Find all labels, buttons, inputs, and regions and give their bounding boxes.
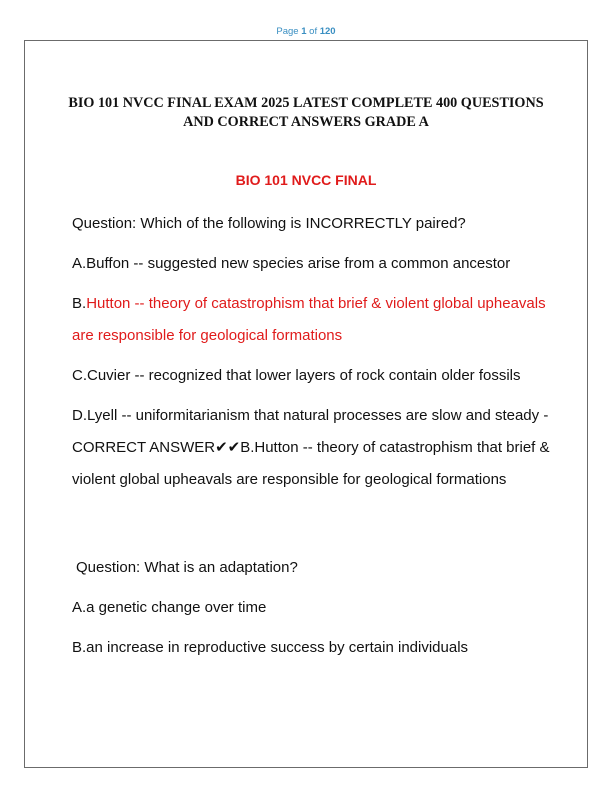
page-number-header xyxy=(0,26,612,37)
current-page: 1 xyxy=(301,26,307,37)
question-spacer xyxy=(72,504,552,552)
page-label: Page xyxy=(276,26,299,37)
option-b-prefix: B. xyxy=(72,295,87,312)
page-of: of xyxy=(309,26,318,37)
document-body xyxy=(72,208,552,672)
question-1-text: Question: Which of the following is INCORRECTLY paired? xyxy=(72,215,466,232)
option-b-highlighted-text: Hutton -- theory of catastrophism that brief & violent global upheavals are responsible for geological formations xyxy=(72,295,546,344)
question-2-option-a: A.a genetic change over time xyxy=(72,599,267,616)
section-heading: BIO 101 NVCC FINAL xyxy=(235,172,377,188)
question-2-text: Question: What is an adaptation? xyxy=(76,559,298,576)
question-1-option-d-with-answer: D.Lyell -- uniformitarianism that natural processes are slow and steady - CORRECT ANSWER✔✔B.Hutton -- theory of catastrophism that brief & violent global upheavals are responsible for geological formations xyxy=(72,407,550,488)
question-2-option-b: B.an increase in reproductive success by certain individuals xyxy=(72,639,469,656)
total-pages: 120 xyxy=(319,26,336,37)
question-1-option-a: A.Buffon -- suggested new species arise from a common ancestor xyxy=(72,255,511,272)
document-title: BIO 101 NVCC FINAL EXAM 2025 LATEST COMPLETE 400 QUESTIONS AND CORRECT ANSWERS GRADE A xyxy=(68,95,544,130)
question-1-option-b xyxy=(72,288,552,352)
question-1-option-c: C.Cuvier -- recognized that lower layers of rock contain older fossils xyxy=(72,367,521,384)
